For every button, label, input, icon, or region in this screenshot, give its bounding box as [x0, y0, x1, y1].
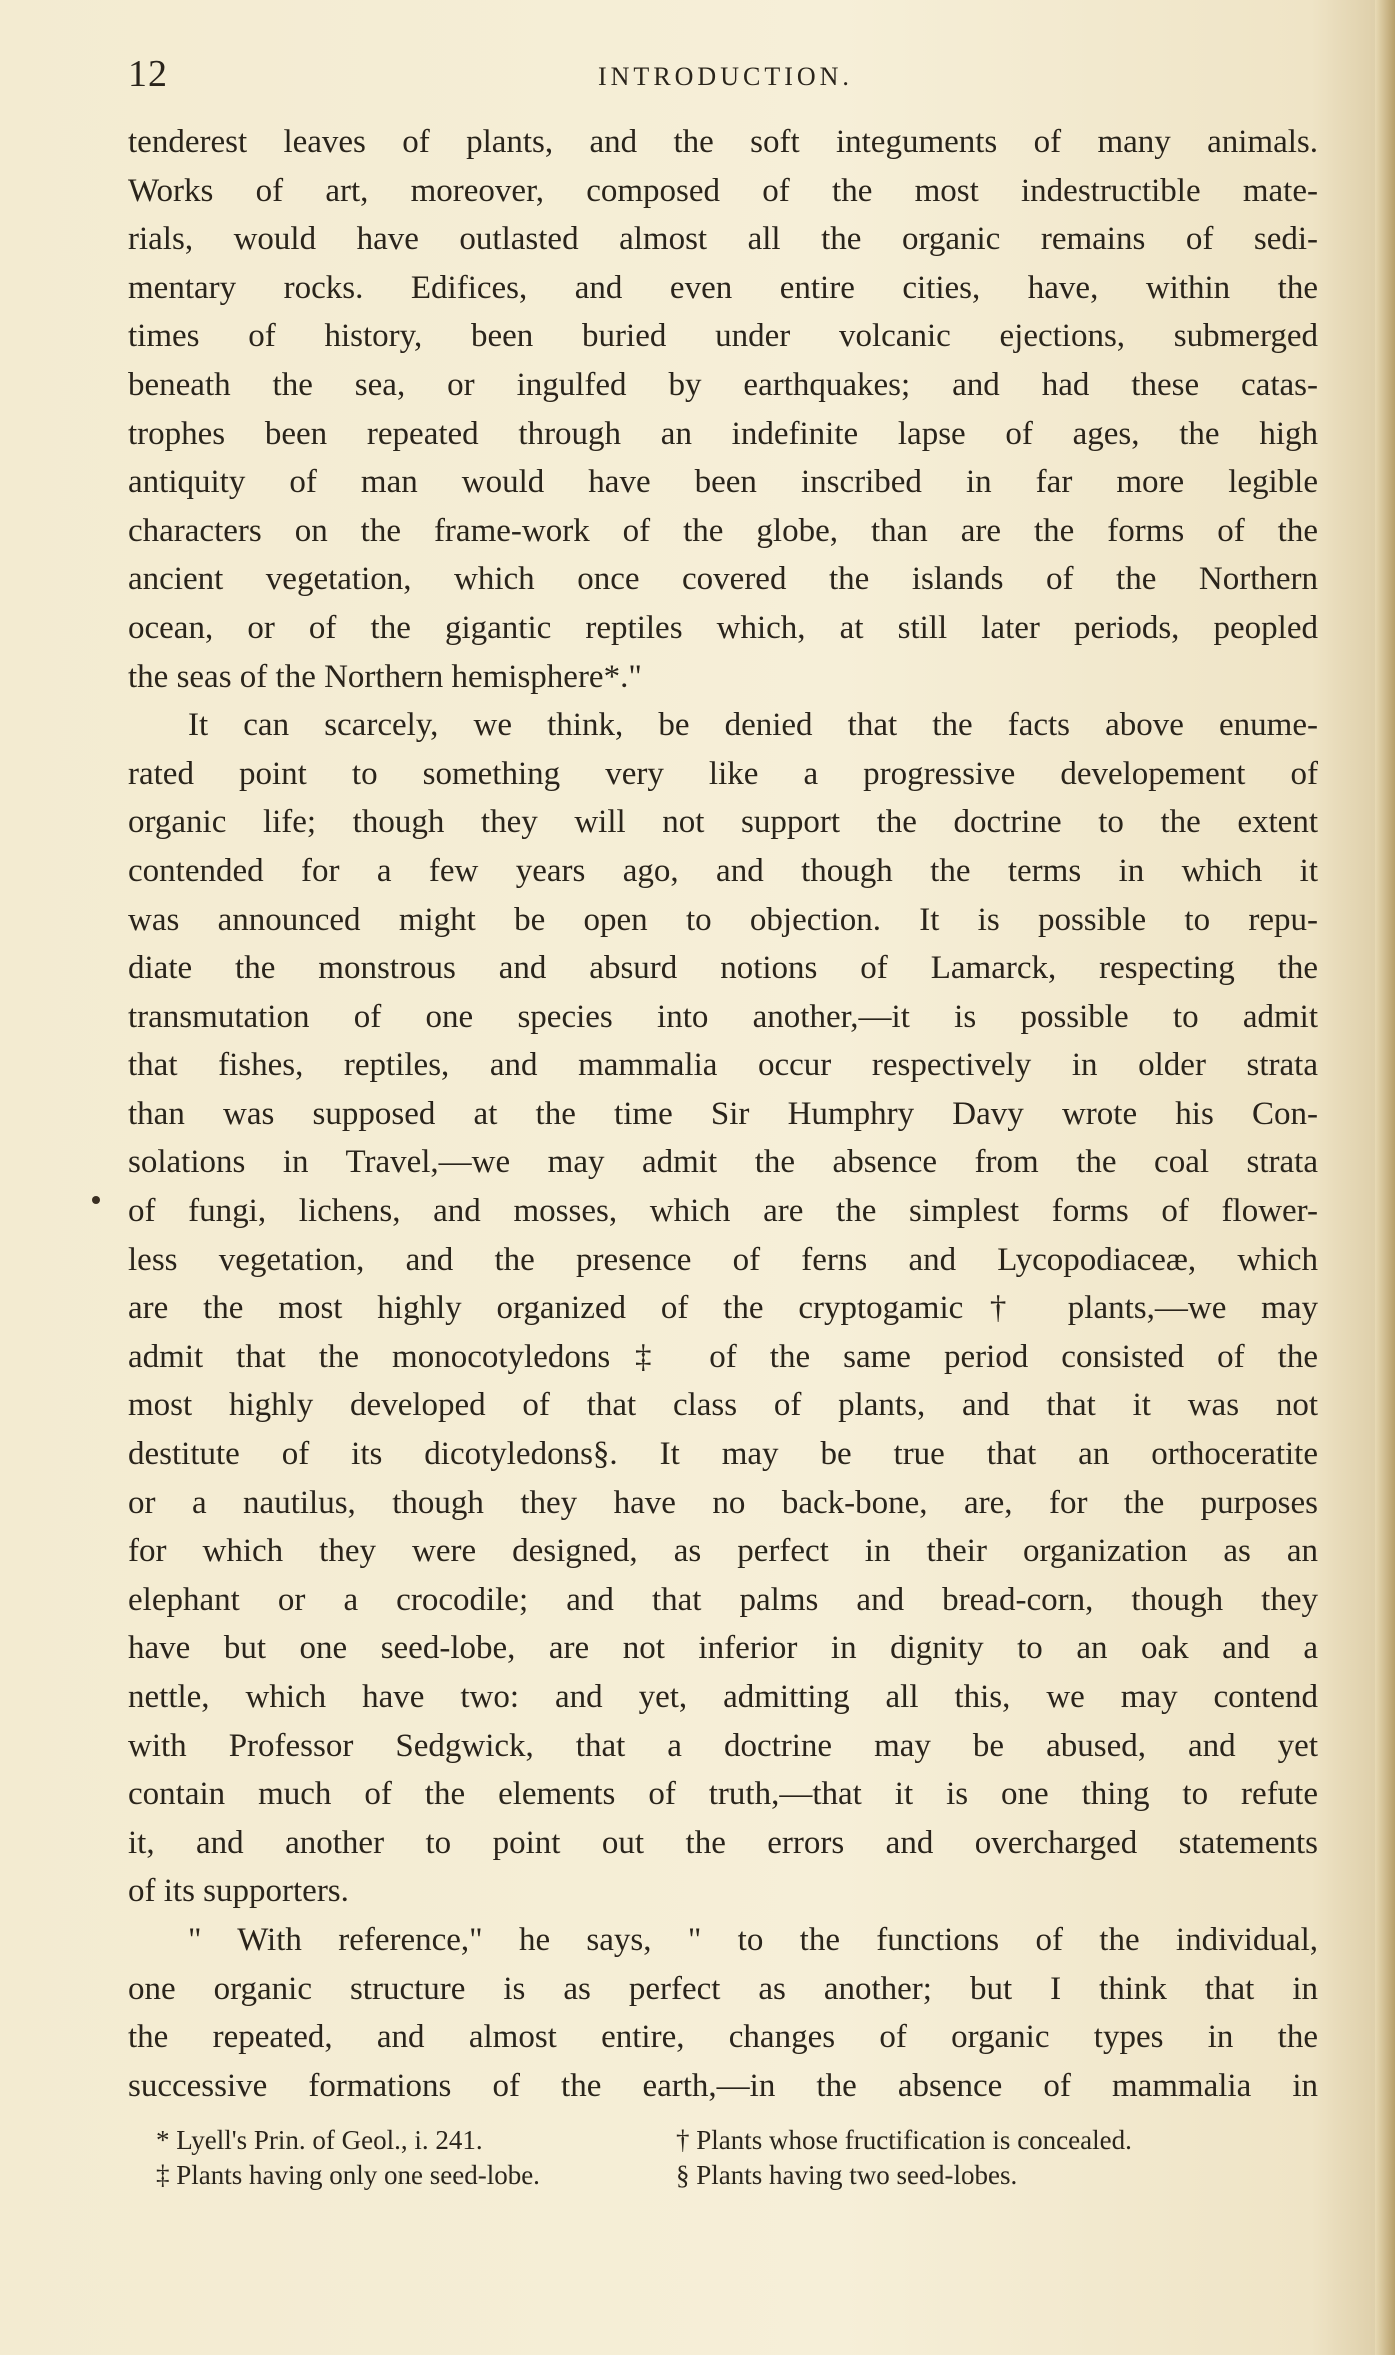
- text-line: tenderest leaves of plants, and the soft integuments of many animals.: [128, 124, 1318, 160]
- text-line: have but one seed-lobe, are not inferior in dignity to an oak and a: [128, 1630, 1318, 1667]
- text-line: organic life; though they will not support the doctrine to the extent: [128, 804, 1318, 841]
- footnote-monocotyledons: ‡ Plants having only one seed-lobe.: [156, 2160, 540, 2190]
- text-line: nettle, which have two: and yet, admitting all this, we may contend: [128, 1679, 1318, 1715]
- text-line: transmutation of one species into another,—it is possible to admit: [128, 998, 1318, 1035]
- text-line: rials, would have outlasted almost all the organic remains of sedi-: [128, 221, 1318, 258]
- margin-mark: [92, 1196, 100, 1204]
- text-line: characters on the frame-work of the globe, than are the forms of the: [128, 512, 1318, 549]
- text-line: rated point to something very like a progressive developement of: [128, 755, 1318, 792]
- page-edge: [1375, 0, 1395, 2355]
- footnote-row: [156, 2123, 1286, 2158]
- text-line: of its supporters.: [128, 1873, 349, 1910]
- text-line: contended for a few years ago, and though the terms in which it: [128, 852, 1318, 889]
- text-line: mentary rocks. Edifices, and even entire cities, have, within the: [128, 269, 1318, 306]
- text-line: or a nautilus, though they have no back-bone, are, for the purposes: [128, 1484, 1318, 1521]
- text-line: elephant or a crocodile; and that palms and bread-corn, though they: [128, 1581, 1318, 1618]
- text-line: ancient vegetation, which once covered the islands of the Northern: [128, 561, 1318, 598]
- body-text: [128, 118, 1318, 2110]
- footnote-cryptogamic: † Plants whose fructification is concealed.: [676, 2125, 1132, 2155]
- running-head: INTRODUCTION.: [598, 62, 853, 91]
- footnote-dicotyledons: § Plants having two seed-lobes.: [676, 2160, 1018, 2190]
- text-line: most highly developed of that class of plants, and that it was not: [128, 1387, 1318, 1424]
- text-line: antiquity of man would have been inscribed in far more legible: [128, 464, 1318, 501]
- text-line: less vegetation, and the presence of ferns and Lycopodiaceæ, which: [128, 1241, 1318, 1278]
- page-header: [128, 52, 1328, 95]
- text-line: one organic structure is as perfect as another; but I think that in: [128, 1970, 1318, 2007]
- footnotes: [156, 2123, 1286, 2193]
- footnote-lyell: * Lyell's Prin. of Geol., i. 241.: [156, 2125, 483, 2155]
- text-line: was announced might be open to objection. It is possible to repu-: [128, 901, 1318, 938]
- text-line: with Professor Sedgwick, that a doctrine may be abused, and yet: [128, 1727, 1318, 1764]
- text-line: " With reference," he says, " to the functions of the individual,: [188, 1921, 1318, 1958]
- text-line: beneath the sea, or ingulfed by earthquakes; and had these catas-: [128, 366, 1318, 403]
- footnote-row: [156, 2158, 1286, 2193]
- text-line: it, and another to point out the errors and overcharged statements: [128, 1824, 1318, 1861]
- text-line: diate the monstrous and absurd notions of Lamarck, respecting the: [128, 950, 1318, 987]
- text-line: contain much of the elements of truth,—that it is one thing to refute: [128, 1776, 1318, 1813]
- page-number: 12: [128, 53, 168, 95]
- text-line: successive formations of the earth,—in the absence of mammalia in: [128, 2067, 1318, 2104]
- text-line: ocean, or of the gigantic reptiles which, at still later periods, peopled: [128, 609, 1318, 646]
- text-line: solations in Travel,—we may admit the absence from the coal strata: [128, 1144, 1318, 1181]
- text-line: that fishes, reptiles, and mammalia occur respectively in older strata: [128, 1047, 1318, 1084]
- text-line: trophes been repeated through an indefinite lapse of ages, the high: [128, 415, 1318, 452]
- text-line: of fungi, lichens, and mosses, which are the simplest forms of flower-: [128, 1193, 1318, 1230]
- text-line: are the most highly organized of the cryptogamic† plants,—we may: [128, 1290, 1318, 1327]
- text-line: Works of art, moreover, composed of the most indestructible mate-: [128, 172, 1318, 209]
- text-line: It can scarcely, we think, be denied that the facts above enume-: [188, 707, 1318, 744]
- text-line: for which they were designed, as perfect in their organization as an: [128, 1533, 1318, 1570]
- text-line: destitute of its dicotyledons§. It may be true that an orthoceratite: [128, 1436, 1318, 1473]
- text-line: admit that the monocotyledons‡ of the same period consisted of the: [128, 1338, 1318, 1375]
- text-line: the repeated, and almost entire, changes of organic types in the: [128, 2019, 1318, 2056]
- text-line: than was supposed at the time Sir Humphry Davy wrote his Con-: [128, 1095, 1318, 1132]
- text-line: times of history, been buried under volcanic ejections, submerged: [128, 318, 1318, 355]
- text-line: the seas of the Northern hemisphere*.": [128, 658, 642, 695]
